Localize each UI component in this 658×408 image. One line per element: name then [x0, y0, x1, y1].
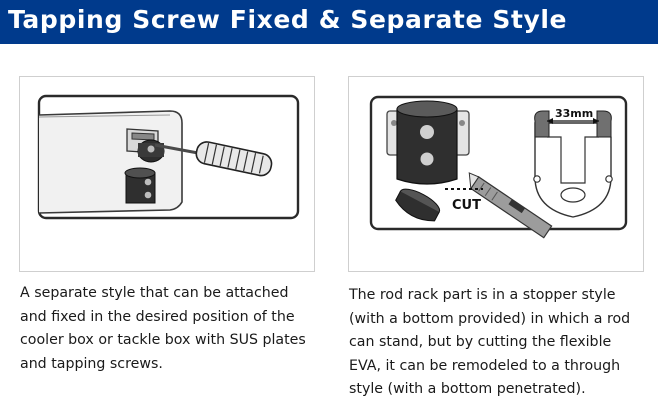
right-description-line: (with a bottom provided) in which a rod: [349, 310, 631, 327]
left-description-line: A separate style that can be attached: [20, 285, 289, 301]
page-header: [0, 0, 658, 44]
right-illustration-panel: [348, 76, 644, 272]
right-description-line: can stand, but by cutting the flexible: [349, 334, 612, 350]
left-description-line: cooler box or tackle box with SUS plates: [20, 332, 306, 348]
dimension-label: 33mm: [555, 107, 594, 120]
right-description-line: The rod rack part is in a stopper style: [349, 287, 616, 303]
left-description-line: and fixed in the desired position of the: [20, 308, 295, 325]
right-description-line: EVA, it can be remodeled to a through: [349, 357, 621, 374]
left-illustration-panel: [19, 76, 315, 272]
page-title: Tapping Screw Fixed & Separate Style: [8, 5, 568, 34]
left-description: [20, 282, 306, 376]
screwdriver-illustration: [20, 77, 316, 273]
cut-label: CUT: [452, 198, 481, 213]
right-description-line: style (with a bottom penetrated).: [349, 381, 586, 397]
rod-holder-illustration: [349, 77, 645, 273]
right-description: [349, 284, 630, 402]
left-description-line: and tapping screws.: [20, 355, 163, 372]
